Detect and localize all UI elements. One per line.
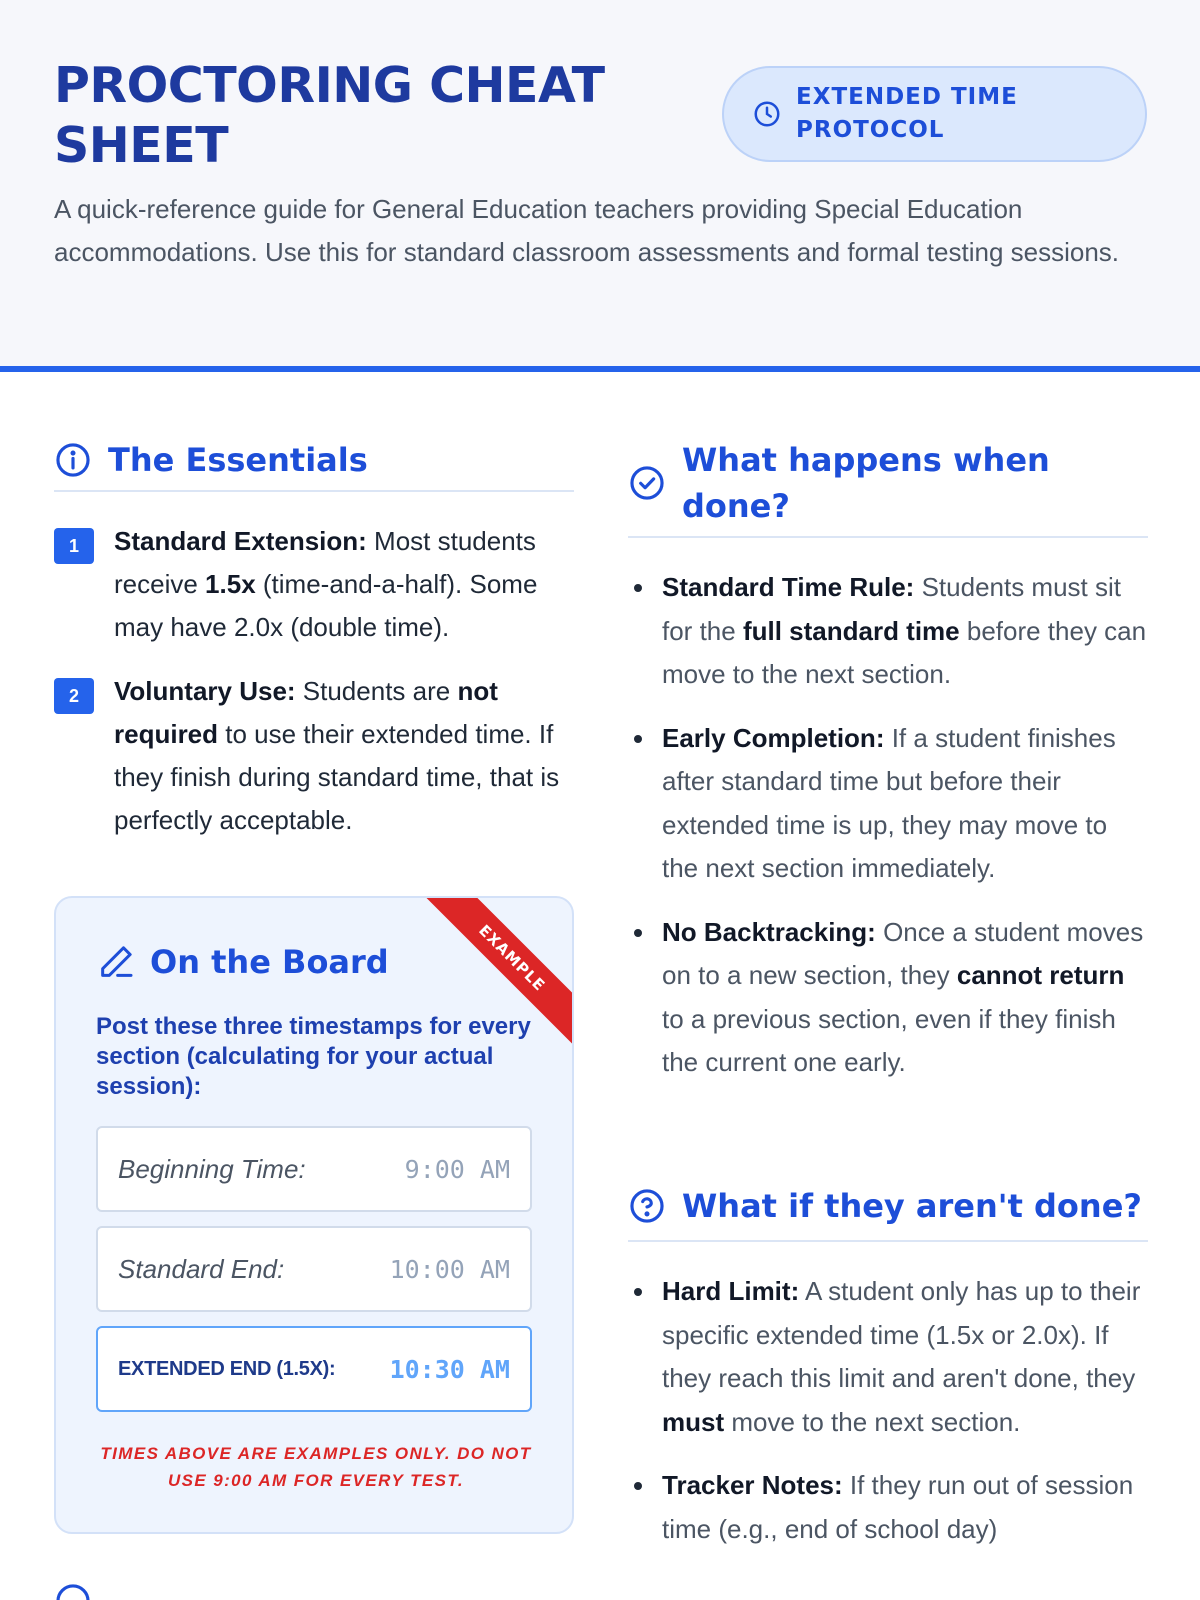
done-heading <box>628 430 1148 538</box>
protocol-badge <box>722 66 1147 162</box>
done-list <box>628 566 1148 1105</box>
time-row-standard-end <box>96 1226 532 1312</box>
question-circle-icon <box>628 1187 666 1225</box>
essentials-heading <box>54 430 574 492</box>
list-item: Standard Time Rule: Students must sit for the full standard time before they can move to the next section. <box>628 566 1148 697</box>
time-row-extended-end <box>96 1326 532 1412</box>
time-label: Beginning Time: <box>118 1153 306 1184</box>
board-heading <box>96 942 389 982</box>
list-item <box>54 520 574 649</box>
page-title: PROCTORING CHEAT SHEET <box>54 57 605 174</box>
pencil-icon <box>96 942 136 982</box>
header <box>0 0 1200 372</box>
time-value: 10:00 AM <box>389 1254 510 1284</box>
section-icon <box>54 1582 92 1600</box>
check-circle-icon <box>628 464 666 502</box>
example-warning: TIMES ABOVE ARE EXAMPLES ONLY. DO NOT USE 9:00 AM FOR EVERY TEST. <box>100 1444 532 1490</box>
list-item <box>54 670 574 842</box>
intro-text: A quick-reference guide for General Education teachers providing Special Education accommodations. Use this for standard classroom assessments and formal testing sessions. <box>54 194 1120 267</box>
time-value: 10:30 AM <box>389 1354 510 1384</box>
essentials-title: The Essentials <box>108 441 368 479</box>
board-panel <box>54 896 574 1534</box>
list-item: Hard Limit: A student only has up to their specific extended time (1.5x or 2.0x). If they reach this limit and aren't done, they must move to the next section. <box>628 1270 1148 1444</box>
board-title: On the Board <box>150 943 389 981</box>
step-number: 1 <box>54 528 94 564</box>
not-done-title: What if they aren't done? <box>682 1187 1142 1225</box>
not-done-list <box>628 1270 1148 1571</box>
list-item: Tracker Notes: If they run out of session time (e.g., end of school day) <box>628 1464 1148 1551</box>
example-ribbon: EXAMPLE <box>414 896 574 1056</box>
time-row-beginning <box>96 1126 532 1212</box>
time-value: 9:00 AM <box>404 1154 510 1184</box>
list-item: No Backtracking: Once a student moves on to a new section, they cannot return to a previous section, even if they finish the current one early. <box>628 911 1148 1085</box>
essential-text: Standard Extension: Most students receive 1.5x (time-and-a-half). Some may have 2.0x (double time). <box>114 526 538 642</box>
time-label: EXTENDED END (1.5X): <box>118 1357 336 1380</box>
essential-text: Voluntary Use: Students are not required to use their extended time. If they finish during standard time, that is perfectly acceptable. <box>114 676 560 835</box>
info-icon <box>54 441 92 479</box>
time-label: Standard End: <box>118 1253 285 1284</box>
not-done-heading <box>628 1172 1148 1242</box>
board-description: Post these three timestamps for every section (calculating for your actual session): <box>96 1013 531 1100</box>
clock-icon <box>752 99 782 129</box>
step-number: 2 <box>54 678 94 714</box>
list-item: Early Completion: If a student finishes after standard time but before their extended time is up, they may move to the next section immediately. <box>628 717 1148 891</box>
next-section-heading <box>54 1582 92 1600</box>
done-title: What happens when done? <box>682 441 1050 525</box>
protocol-badge-label: EXTENDED TIME PROTOCOL <box>796 84 1018 143</box>
